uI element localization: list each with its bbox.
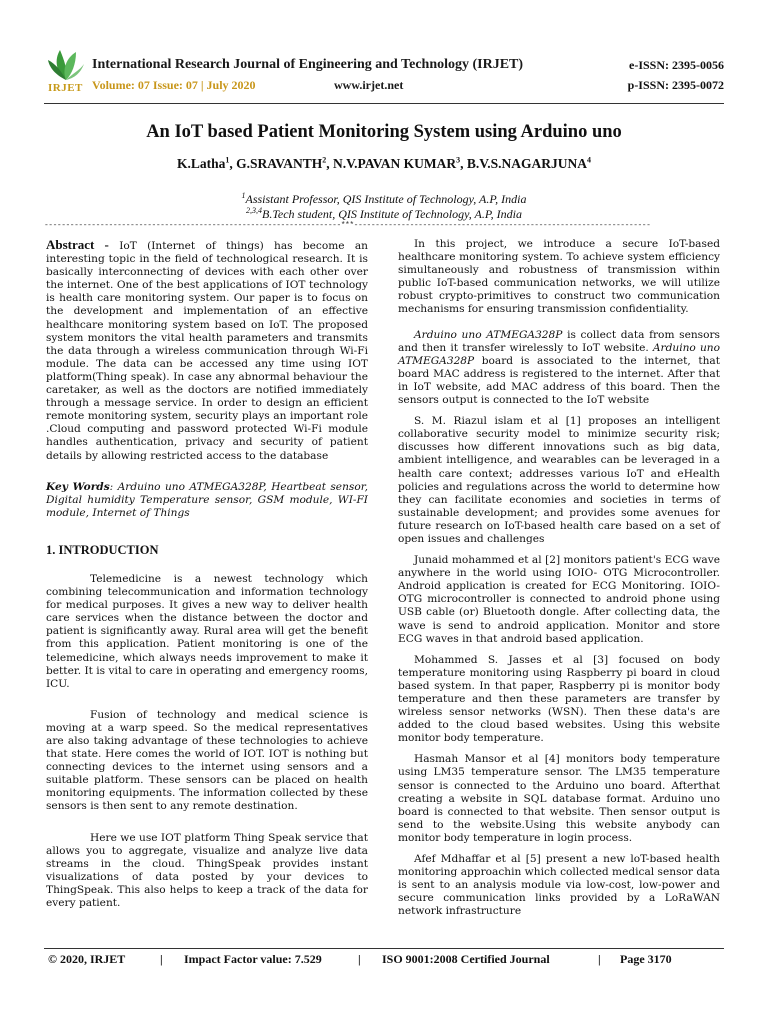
issue-info: Volume: 07 Issue: 07 | July 2020 (92, 78, 256, 92)
body-paragraph: Afef Mdhaffar et al [5] present a new loT-based health monitoring approachin which collected medical sensor data is sent to an analysis module via low-cost, low-power and secure communication links provided by a LoRaWAN network infrastructure (398, 853, 720, 918)
page-footer (44, 952, 724, 968)
keywords-heading: Key Words (46, 480, 110, 493)
journal-name: International Research Journal of Engineering and Technology (IRJET) (92, 57, 524, 72)
footer-separator: | (598, 952, 601, 966)
footer-separator: | (160, 952, 163, 966)
affiliation-1 (0, 192, 768, 207)
author-name: G.SRAVANTH (236, 156, 323, 171)
author-sup: 3 (456, 155, 461, 165)
abstract (46, 238, 368, 463)
keywords-text: : Arduino uno ATMEGA328P, Heartbeat sensor, Digital humidity Temperature sensor, GSM module, WI-FI module, Internet of Things (46, 480, 368, 519)
journal-header (44, 48, 724, 100)
affiliation-text: B.Tech student, QIS Institute of Technology, A.P, India (262, 207, 522, 221)
author-sup: 2 (322, 155, 327, 165)
body-paragraph: Junaid mohammed et al [2] monitors patient's ECG wave anywhere in the world using IOIO- OTG Microcontroller. Android application is created for ECG Monitoring. IOIO-OTG microcontroller is connected to android phone using USB cable (or) Bluetooth dongle. After collecting data, the wave is send to android application. Monitor and store ECG waves in that android based application. (398, 554, 720, 645)
irjet-logo (44, 48, 88, 98)
iso-certification: ISO 9001:2008 Certified Journal (382, 952, 550, 966)
author-name: B.V.S.NAGARJUNA (466, 156, 588, 171)
copyright: © 2020, IRJET (48, 952, 126, 966)
body-paragraph: S. M. Riazul islam et al [1] proposes an intelligent collaborative security model to minimize security risk; discusses how different innovations such as big data, ambient intelligence, and wearables can be leveraged in a health care context; addresses various IoT and eHealth policies and regulations across the world to determine how they can facilitate economies and societies in terms of sustainable development; and provides some avenues for future research on IoT-based health care based on a set of open issues and challenges (398, 415, 720, 545)
body-paragraph: Hasmah Mansor et al [4] monitors body temperature using LM35 temperature sensor. The LM35 temperature sensor is connected to the Arduino uno board. Afterthat creating a website in SQL database format. Arduino uno board is connected to that website. Then sensor output is send to the website.Using this website anybody can monitor body temperature in login process. (398, 753, 720, 844)
author-name: K.Latha (176, 156, 226, 171)
abstract-heading: Abstract - (46, 237, 109, 252)
footer-divider (44, 948, 724, 949)
keywords (46, 481, 368, 520)
left-column (46, 238, 368, 918)
paragraph-text: is collect data from sensors and then it transfer wirelessly to IoT website. (398, 328, 720, 354)
italic-term: Arduino uno ATMEGA328P (414, 328, 563, 341)
affiliation-sup: 1 (241, 191, 246, 200)
affiliation-sup: 2,3,4 (246, 206, 262, 215)
body-paragraph: Mohammed S. Jasses et al [3] focused on body temperature monitoring using Raspberry pi board in cloud based system. In that paper, Raspberry pi is monitor body temperature and then these parameters are transfer by wireless sensor networks (WSN). Then these data's are added to the cloud based websites. Using this website monitor body temperature. (398, 653, 720, 745)
right-column (398, 238, 720, 927)
paragraph-text: board is associated to the internet, that board MAC address is registered to the internet. After that in IoT website, add MAC address of this board. Then the sensors output is connected to the IoT website (398, 354, 720, 407)
body-paragraph (398, 329, 720, 408)
author-name: N.V.PAVAN KUMAR (333, 156, 457, 171)
italic-term: Arduino uno ATMEGA328P (398, 341, 720, 367)
footer-separator: | (358, 952, 361, 966)
page-number: Page 3170 (620, 952, 672, 966)
abstract-text: IoT (Internet of things) has become an interesting topic in the field of technological research. It is basically interconnecting of devices with each other over the internet. One of the best applications of IOT technology is health care monitoring system. Our paper is to focus on the development and implementation of an effective healthcare monitoring system based on IoT. The proposed system monitors the vital health parameters and transmits the data through a wireless communication through Wi-Fi module. The data can be accessed any time using IOT platform(Thing speak). In case any abnormal behaviour the caretaker, as well as the doctors are notified immediately through a message service. In order to design an efficient remote monitoring system, security plays an important role .Cloud computing and password protected Wi-Fi module handles authentication, privacy and security of patient details by allowing restricted access to the database (46, 240, 368, 462)
author-list: K.Latha$^1$, G.SRAVANTH$^2$, N.V.PAVAN KUMAR$^3$, B.V.S.NAGARJUNA$^4$ (176, 155, 592, 171)
author-sup: 1 (225, 155, 230, 165)
body-paragraph: Telemedicine is a newest technology which combining telecommunication and information technology for medical purposes. It gives a new way to deliver health care services when the distance between the doctor and patient is significantly away. Rural area will get the benefit from this application. Patient monitoring is one of the telemedicine, which always needs improvement to make it better. It is vital to care in operating and emergency rooms, ICU. (46, 572, 368, 690)
e-issn: e-ISSN: 2395-0056 (629, 58, 724, 72)
author-sup: 4 (587, 155, 592, 165)
logo-wordmark: IRJET (48, 82, 83, 94)
impact-factor: Impact Factor value: 7.529 (184, 952, 322, 966)
body-paragraph: In this project, we introduce a secure IoT-based healthcare monitoring system. To achieve system efficiency simultaneously and robustness of transmission within public IoT-based communication networks, we will utilize robust crypto-primitives to construct two communication mechanisms for ensuring transmission confidentiality. (398, 238, 720, 316)
affiliation-text: Assistant Professor, QIS Institute of Technology, A.P, India (245, 192, 527, 206)
p-issn: p-ISSN: 2395-0072 (627, 78, 724, 92)
body-paragraph: Here we use IOT platform Thing Speak service that allows you to aggregate, visualize and analyze live data streams in the cloud. ThingSpeak provides instant visualizations of data posted by your devices to ThingSpeak. This also helps to keep a track of the data for every patient. (46, 831, 368, 910)
section-heading: 1. INTRODUCTION (46, 542, 159, 557)
paper-title: An IoT based Patient Monitoring System using Arduino uno (146, 122, 622, 142)
affiliation-2 (0, 207, 768, 222)
body-paragraph: Fusion of technology and medical science is moving at a warp speed. So the medical representatives are also taking advantage of these technologies to achieve that state. Here comes the world of IOT. IOT is nothing but connecting devices to the internet using sensors and a suitable platform. These sensors can be placed on health monitoring equipments. The information collected by these sensors is then sent to any remote destination. (46, 708, 368, 813)
journal-website-link[interactable]: www.irjet.net (334, 78, 404, 92)
header-divider (44, 103, 724, 104)
leaf-logo-icon (46, 48, 86, 82)
separator-line: ---------------------------------------------------------------------***--------------------------------------------------------------------- (44, 221, 651, 230)
